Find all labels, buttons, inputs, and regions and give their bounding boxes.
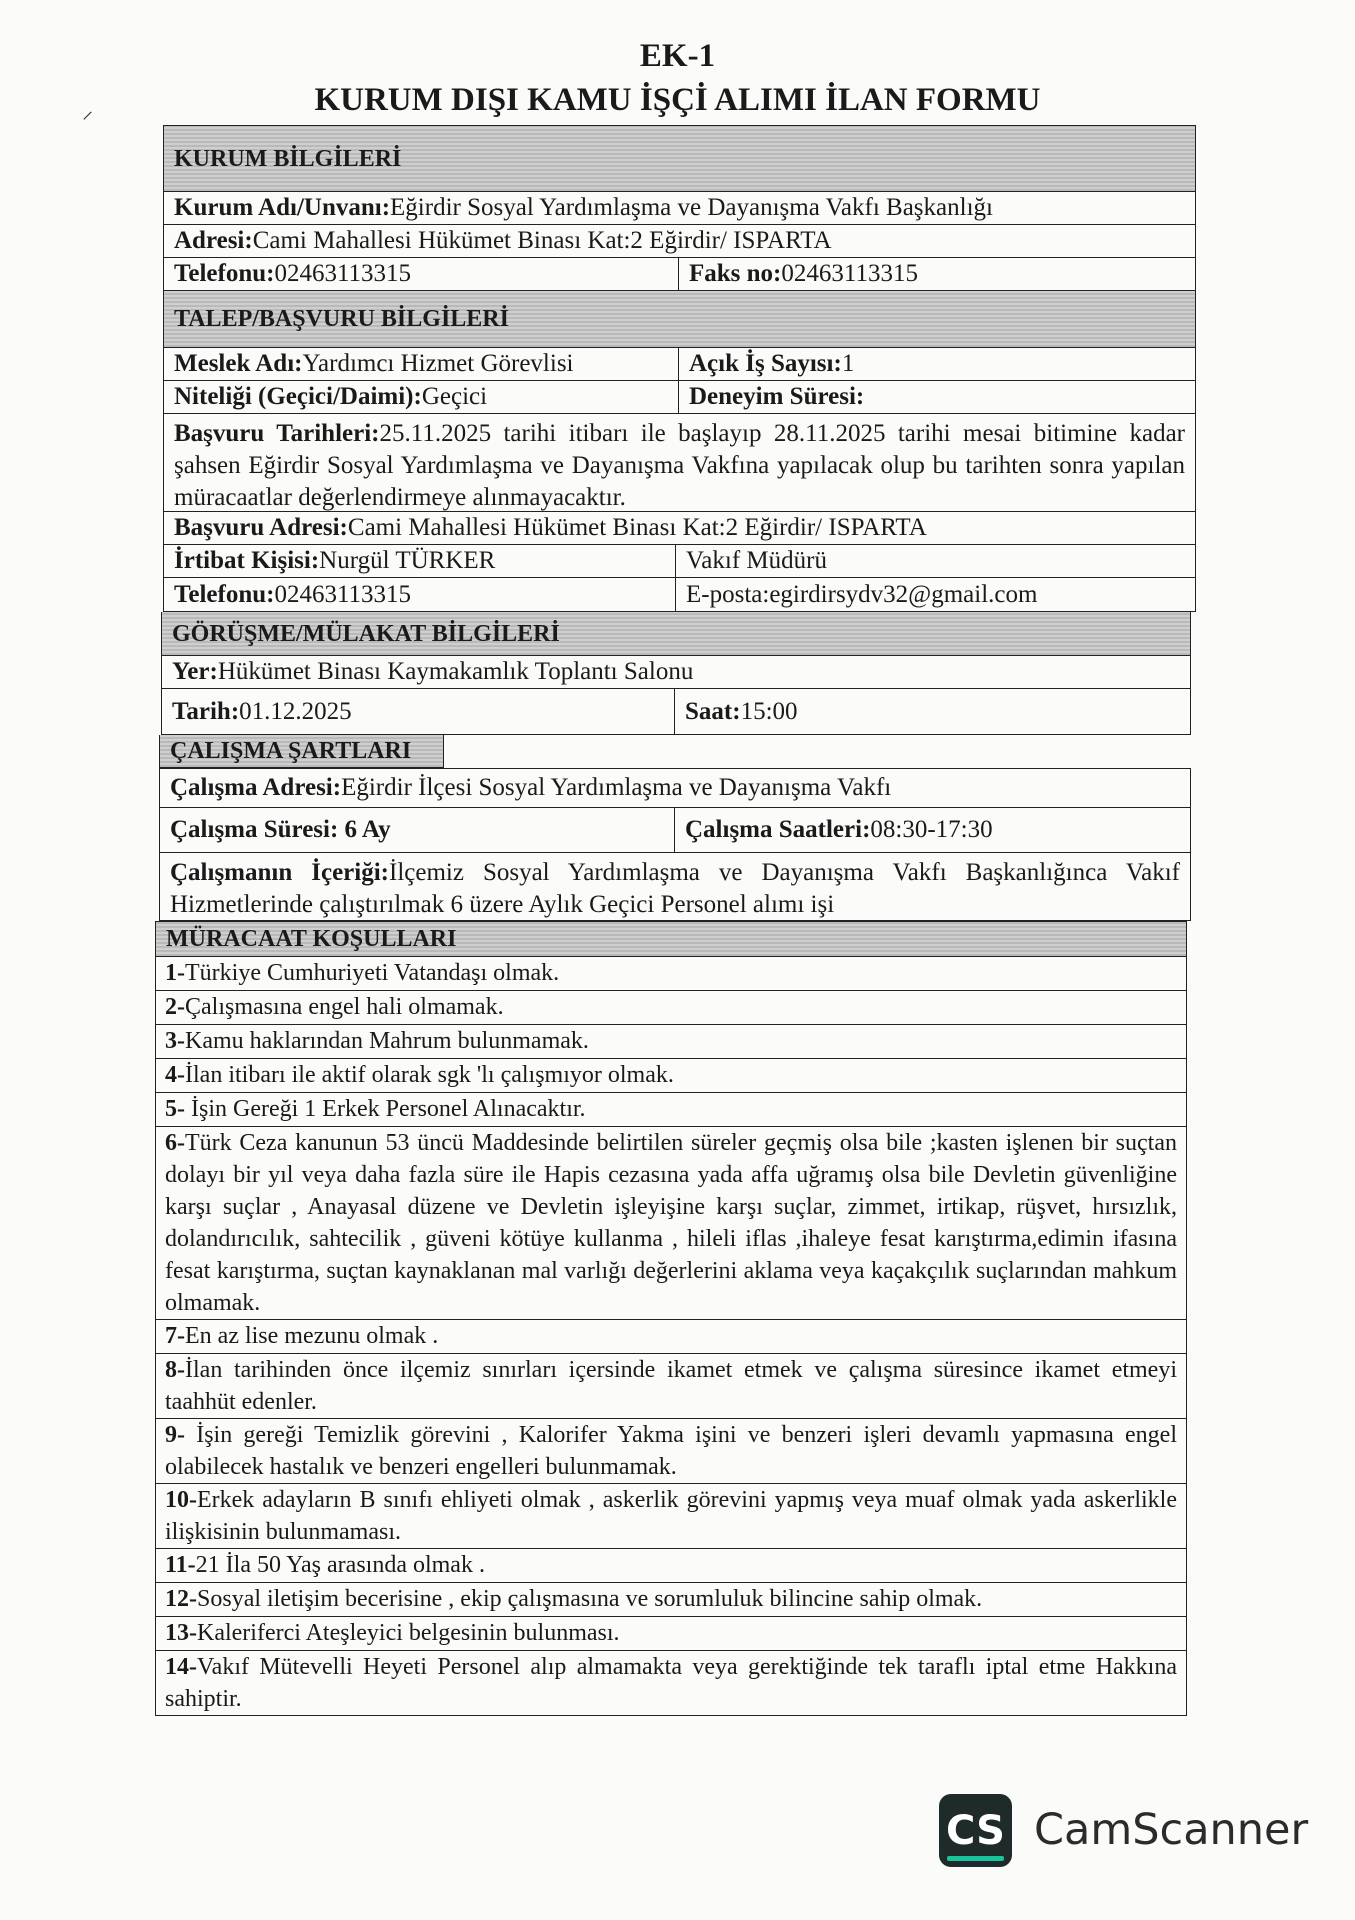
condition-item [155,957,1187,991]
condition-item [155,1419,1187,1484]
scan-mark: ⸝ [82,98,94,123]
condition-number: 8- [165,1357,185,1383]
section-title: KURUM BİLGİLERİ [174,145,402,172]
condition-item [155,1583,1187,1617]
condition-text: Türk Ceza kanunun 53 üncü Maddesinde belirtilen süreler geçmiş olsa bile ;kasten işlenen bir suçtan dolayı bir yıl veya daha fazla süre ile Hapis cezasına yada affa uğramış olsa bile Devletin güvenliğine karşı suçlar , Anayasal düzene ve Devletin işleyişine karşı suçlar, zimmet, irtikap, rüşvet, hırsızlık, dolandırıcılık, sahtecilik , güveni kötüye kullanma , hileli iflas ,ihaleye fesat karıştırma,edimin ifasına fesat karıştırma, suçtan kaynaklanan mal varlığı değerlerini aklama veya kaçakçılık suçlarından mahkum olmamak. [165,1130,1177,1316]
value: Cami Mahallesi Hükümet Binası Kat:2 Eğirdir/ ISPARTA [347,514,927,541]
condition-text: Kaleriferci Ateşleyici belgesinin bulunması. [197,1620,620,1646]
condition-text: Erkek adayların B sınıfı ehliyeti olmak , askerlik görevini yapmış veya muaf olmak yada askerlikle ilişkisinin bulunmaması. [165,1487,1177,1545]
condition-item [155,1059,1187,1093]
condition-item [155,1127,1187,1320]
row-adres [163,225,1196,258]
row-telefon-faks [163,258,1196,291]
value: Eğirdir Sosyal Yardımlaşma ve Dayanışma Vakfı Başkanlığı [390,194,993,221]
label: Tarih: [172,697,240,725]
label: Faks no: [689,260,782,287]
condition-text: İşin gereği Temizlik görevini , Kalorifer Yakma işini ve benzeri işleri devamlı yapmasına engel olabilecek hastalık ve benzeri engelleri bulunmamak. [165,1422,1177,1480]
camscanner-name: CamScanner [1034,1805,1309,1855]
condition-item [155,1651,1187,1716]
row-yer [161,656,1191,689]
row-calisma-icerigi [159,853,1191,921]
condition-number: 9- [165,1422,185,1448]
section-title: ÇALIŞMA ŞARTLARI [170,738,412,764]
row-calisma-sure-saat [159,808,1191,853]
kurum-talep-table [163,125,1196,612]
value: Eğirdir İlçesi Sosyal Yardımlaşma ve Dayanışma Vakfı [341,774,892,801]
email-link[interactable]: E-posta:egirdirsydv32@gmail.com [675,578,1047,611]
condition-text: 21 İla 50 Yaş arasında olmak . [195,1552,485,1578]
condition-item [155,1093,1187,1127]
condition-number: 10- [165,1487,197,1513]
label: Çalışmanın İçeriği: [170,859,389,886]
condition-text: İlan tarihinden önce ilçemiz sınırları içersinde ikamet etmek ve çalışma süresince ikamet etmeyi taahhüt edenler. [165,1357,1177,1415]
section-title: MÜRACAAT KOŞULLARI [166,926,457,952]
value: Yardımcı Hizmet Görevlisi [302,350,574,377]
row-tarih-saat [161,689,1191,735]
label: Telefonu: [174,580,275,608]
section-header-calisma [159,735,444,768]
label: İrtibat Kişisi: [174,547,320,574]
condition-text: En az lise mezunu olmak . [185,1323,439,1349]
value: Nurgül TÜRKER [319,547,496,574]
label: Çalışma Adresi: [170,774,342,801]
condition-item [155,1025,1187,1059]
value: 25.11.2025 tarihi itibarı ile başlayıp 28.11.2025 tarihi mesai bitimine kadar şahsen Eğirdir Sosyal Yardımlaşma ve Dayanışma Vakfına yapılacak olup bu tarihten sonra yapılan müracaatlar değerlendirmeye alınmayacaktır. [174,420,1185,511]
label: Başvuru Tarihleri: [174,420,380,447]
camscanner-logo-icon [939,1794,1012,1867]
label: Çalışma Süresi: 6 Ay [170,816,391,843]
condition-item [155,991,1187,1025]
row-irtibat [163,545,1196,578]
value: 02463113315 [781,260,918,287]
condition-number: 4- [165,1062,185,1088]
row-calisma-adresi [159,768,1191,808]
section-title: TALEP/BAŞVURU BİLGİLERİ [174,306,509,332]
condition-number: 13- [165,1620,197,1646]
row-meslek [163,348,1196,381]
condition-item [155,1354,1187,1419]
label: Telefonu: [174,260,275,287]
section-header-kurum [163,125,1196,192]
value: 02463113315 [274,580,412,608]
value: 02463113315 [274,260,412,287]
condition-text: Çalışmasına engel hali olmamak. [185,994,504,1020]
label: Niteliği (Geçici/Daimi): [174,383,422,410]
condition-text: İşin Gereği 1 Erkek Personel Alınacaktır. [185,1096,586,1122]
condition-item [155,1320,1187,1354]
label: Yer: [172,658,218,685]
section-title: GÖRÜŞME/MÜLAKAT BİLGİLERİ [172,620,560,647]
value: Cami Mahallesi Hükümet Binası Kat:2 Eğirdir/ ISPARTA [252,227,832,254]
form-code: EK-1 [639,38,716,74]
label: Meslek Adı: [174,350,303,377]
condition-item [155,1549,1187,1583]
label: Deneyim Süresi: [689,383,865,410]
value: 1 [841,350,855,377]
section-header-muracaat [155,921,1187,957]
condition-number: 1- [165,960,185,986]
condition-text: Türkiye Cumhuriyeti Vatandaşı olmak. [185,960,560,986]
value: 01.12.2025 [239,697,352,725]
row-basvuru-tarihleri [163,414,1196,512]
condition-item [155,1617,1187,1651]
condition-text: Sosyal iletişim becerisine , ekip çalışmasına ve sorumluluk bilincine sahip olmak. [197,1586,983,1612]
condition-number: 14- [165,1654,197,1680]
value: Geçici [421,383,488,410]
muracaat-table [155,921,1187,1716]
label: Saat: [685,697,741,725]
value: Hükümet Binası Kaymakamlık Toplantı Salonu [217,658,694,685]
condition-number: 2- [165,994,185,1020]
row-irtibat-telefon [163,578,1196,612]
condition-text: İlan itibarı ile aktif olarak sgk 'lı çalışmıyor olmak. [185,1062,674,1088]
value: İlçemiz Sosyal Yardımlaşma ve Dayanışma Vakfı Başkanlığınca Vakıf Hizmetlerinde çalıştırılmak 6 üzere Aylık Geçici Personel alımı işi [170,859,1180,918]
condition-number: 7- [165,1323,185,1349]
condition-text: Vakıf Mütevelli Heyeti Personel alıp almamakta veya gerektiğinde tek taraflı iptal etme Hakkına sahiptir. [165,1654,1177,1712]
conditions-list [155,957,1187,1716]
label: Kurum Adı/Unvanı: [174,194,391,221]
section-header-gorusme [161,612,1191,656]
value: 08:30-17:30 [870,816,993,843]
condition-text: Kamu haklarından Mahrum bulunmamak. [185,1028,589,1054]
condition-number: 3- [165,1028,185,1054]
condition-number: 6- [165,1130,185,1156]
condition-number: 11- [165,1552,196,1578]
label: Açık İş Sayısı: [689,350,842,377]
logo-text: CS [946,1807,1005,1854]
page-title: KURUM DIŞI KAMU İŞÇİ ALIMI İLAN FORMU [314,82,1041,118]
row-basvuru-adresi [163,512,1196,545]
condition-number: 12- [165,1586,197,1612]
row-kurum-adi [163,192,1196,225]
condition-item [155,1484,1187,1549]
contact-title: Vakıf Müdürü [675,545,837,577]
section-header-talep [163,291,1196,348]
label: Adresi: [174,227,253,254]
label: Çalışma Saatleri: [685,816,871,843]
gorusme-table [161,612,1191,735]
row-nitelik [163,381,1196,414]
value: 15:00 [740,697,798,725]
calisma-table [159,735,1191,921]
condition-number: 5- [165,1096,185,1122]
label: Başvuru Adresi: [174,514,348,541]
